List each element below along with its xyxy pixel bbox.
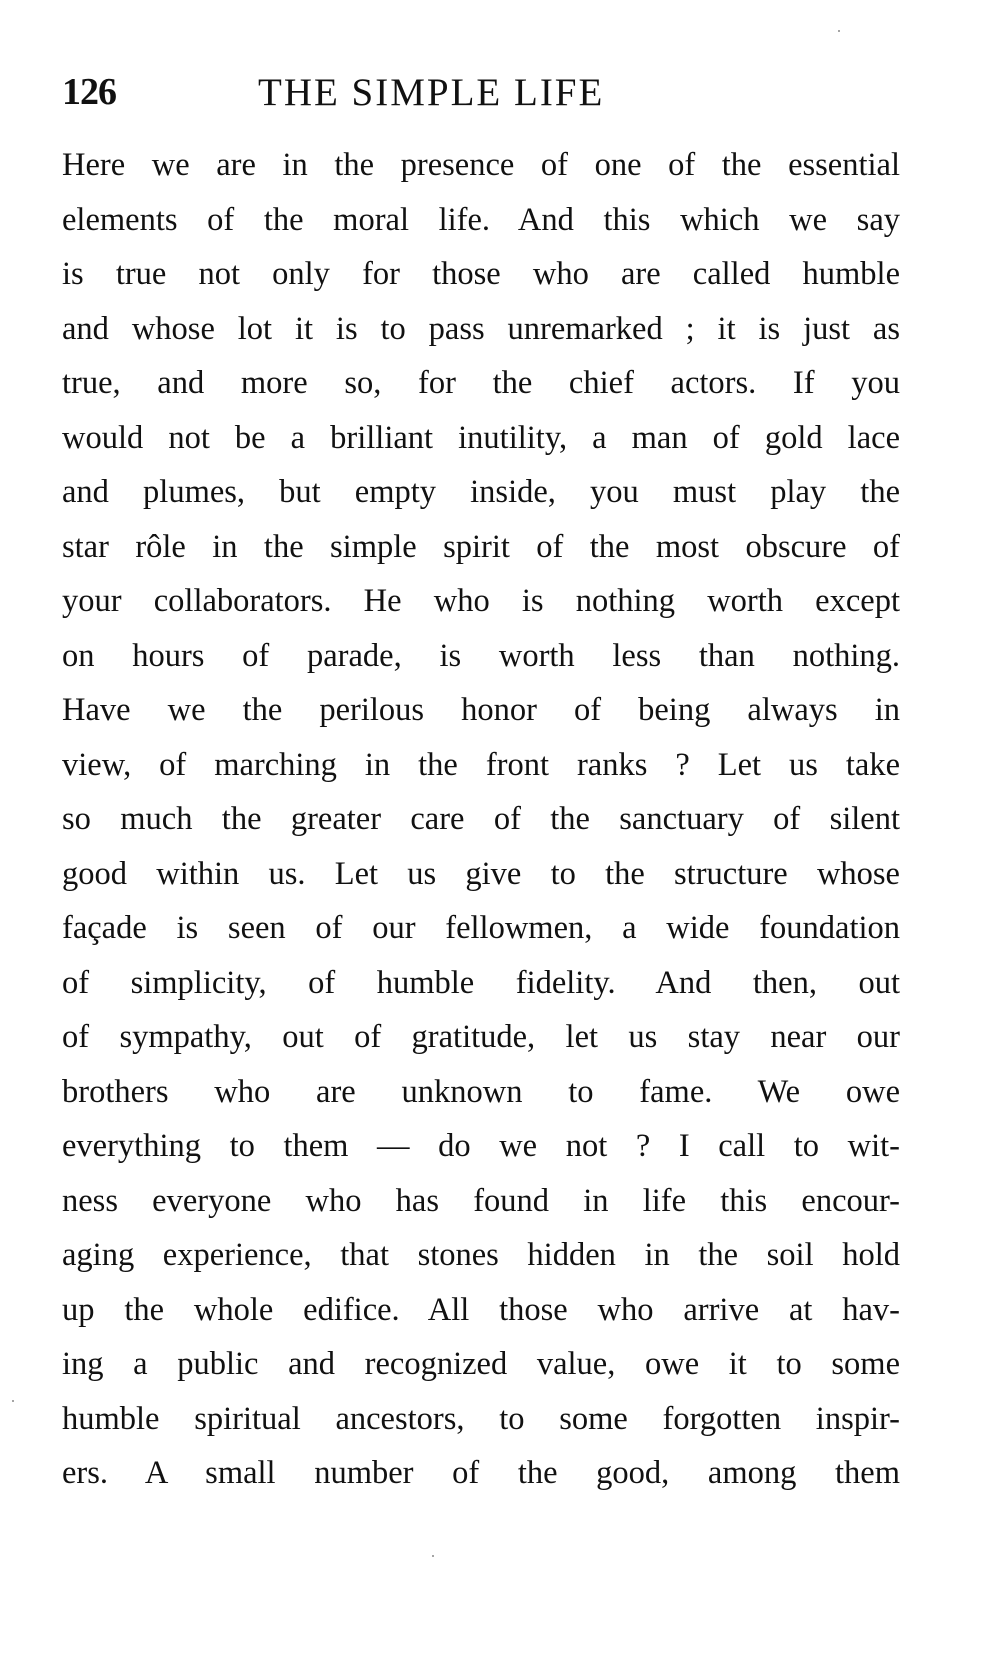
text-line: ness everyone who has found in life this encour- bbox=[62, 1182, 900, 1219]
running-title: THE SIMPLE LIFE bbox=[258, 71, 605, 114]
text-line: brothers who are unknown to fame. We owe bbox=[62, 1073, 900, 1110]
text-line: Have we the perilous honor of being always in bbox=[62, 692, 900, 728]
text-line: elements of the moral life. And this which we say bbox=[62, 201, 900, 238]
text-line: everything to them — do we not ? I call to wit- bbox=[62, 1128, 900, 1164]
paper-speck bbox=[838, 30, 840, 32]
text-line: façade is seen of our fellowmen, a wide foundation bbox=[62, 910, 900, 946]
text-line: true, and more so, for the chief actors. If you bbox=[62, 365, 900, 401]
text-line: of simplicity, of humble fidelity. And then, out bbox=[62, 964, 900, 1001]
text-line: humble spiritual ancestors, to some forgotten inspir- bbox=[62, 1400, 900, 1437]
text-line: aging experience, that stones hidden in the soil hold bbox=[62, 1237, 900, 1273]
text-line: so much the greater care of the sanctuary of silent bbox=[62, 801, 900, 837]
paper-speck bbox=[432, 1555, 434, 1557]
text-line: good within us. Let us give to the structure whose bbox=[62, 855, 900, 892]
text-line: and plumes, but empty inside, you must play the bbox=[62, 474, 900, 510]
text-line: on hours of parade, is worth less than nothing. bbox=[62, 637, 900, 674]
text-line: up the whole edifice. All those who arrive at hav- bbox=[62, 1291, 900, 1328]
text-line: Here we are in the presence of one of the essential bbox=[62, 147, 900, 183]
paper-speck bbox=[12, 1400, 14, 1402]
page-number: 126 bbox=[62, 71, 116, 113]
text-line: star rôle in the simple spirit of the most obscure of bbox=[62, 528, 900, 565]
text-line: would not be a brilliant inutility, a man of gold lace bbox=[62, 419, 900, 456]
text-line: and whose lot it is to pass unremarked ; it is just as bbox=[62, 310, 900, 347]
page-header bbox=[62, 70, 902, 130]
text-line: your collaborators. He who is nothing worth except bbox=[62, 583, 900, 619]
text-line: ing a public and recognized value, owe it to some bbox=[62, 1346, 900, 1382]
text-line: of sympathy, out of gratitude, let us stay near our bbox=[62, 1019, 900, 1055]
text-line: ers. A small number of the good, among them bbox=[62, 1455, 900, 1491]
text-line: is true not only for those who are called humble bbox=[62, 256, 900, 292]
body-text bbox=[62, 138, 900, 1501]
text-line: view, of marching in the front ranks ? Let us take bbox=[62, 746, 900, 783]
